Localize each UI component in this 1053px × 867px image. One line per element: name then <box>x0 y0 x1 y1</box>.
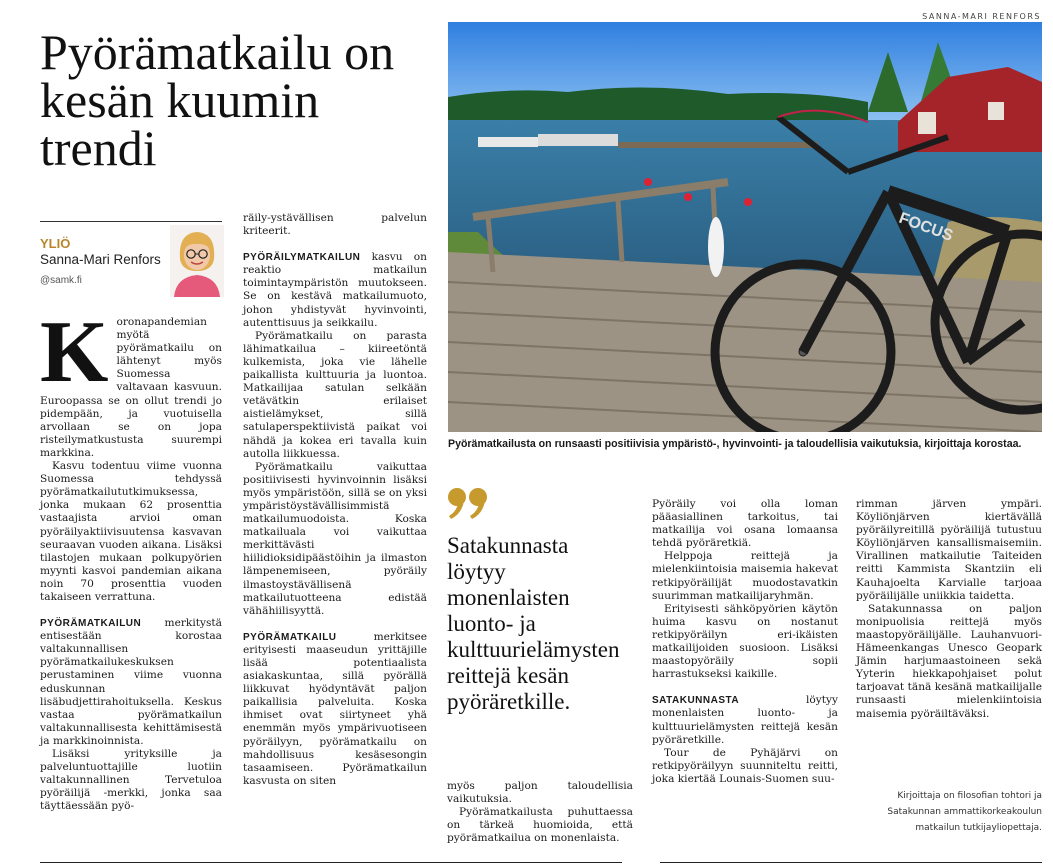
paragraph-lead: PYÖRÄMATKAILUN <box>40 618 142 630</box>
body-paragraph: myös paljon taloudellisia vaikutuksia. <box>447 780 633 806</box>
body-paragraph: Kasvu todentuu viime vuonna Suomessa tehdyssä pyörämatkailututkimuksessa, jonka mukaan 62 prosenttia vastaajista arvioi oman pyöräilyaktiivisuutensa kasvavan seuraavan vuoden aikana. Lisäksi tilastojen mukaan polkupyörien myynti kasvoi pandemian aikana noin 70 prosenttia vuoden takaiseen verrattuna. <box>40 460 222 603</box>
body-paragraph <box>652 694 838 746</box>
body-paragraph: Helppoja reittejä ja mielenkiintoisia maisemia hakevat retkipyöräilijät muodostavatkin suurimman matkailijaryhmän. <box>652 550 838 602</box>
byline-divider <box>40 221 222 222</box>
paragraph-text: löytyy monenlaisten luonto- ja kulttuurielämysten reittejä kesän pyöräretkille. <box>652 694 838 746</box>
article-column-2 <box>243 212 427 788</box>
body-paragraph: Tour de Pyhäjärvi on retkipyöräilyyn suunniteltu reitti, joka kiertää Lounais-Suomen suu- <box>652 746 838 785</box>
body-paragraph: Pyörämatkailusta puhuttaessa on tärkeä huomioida, että pyörämatkailua on monenlaista. <box>447 806 633 845</box>
body-paragraph <box>243 631 427 788</box>
section-tag: YLIÖ <box>40 236 71 251</box>
footer-divider <box>40 862 622 863</box>
bicycle-pier-photo <box>448 22 1042 432</box>
paragraph-text: merkitystä entisestään korostaa valtakunnallisen pyörämatkailukeskuksen perustaminen viime vuonna eduskunnan lisäbudjettirahoituksella. Keskus vastaa pyörämatkailun valtakunnallisesta kehittämisestä ja markkinoinnista. <box>40 617 222 747</box>
article-column-1 <box>40 304 222 813</box>
photo-credit: SANNA-MARI RENFORS <box>922 12 1041 21</box>
paragraph-text: kasvu on reaktio matkailun toimintaympäristön muutokseen. Se on kestävä matkailumuoto, johon yhdistyvät hyvinvointi, autenttisuus ja seikkailu. <box>243 251 427 329</box>
article-column-5 <box>856 498 1042 721</box>
body-paragraph: Erityisesti sähköpyörien käytön huima kasvu on nostanut retkipyöräilyn eri-ikäisten matkailijoiden suosioon. Lisäksi maastopyöräily sopii harrastukseksi kaikille. <box>652 602 838 681</box>
headline: Pyörämatkailu on kesän kuumin trendi <box>40 24 395 176</box>
footer-divider <box>660 862 1042 863</box>
body-paragraph: räily-ystävällisen palvelun kriteerit. <box>243 212 427 238</box>
paragraph-lead: SATAKUNNASTA <box>652 695 740 707</box>
paragraph-lead: PYÖRÄILYMATKAILUN <box>243 252 361 264</box>
body-paragraph: Lisäksi yrityksille ja palveluntuottajille luotiin valtakunnallinen Tervetuloa pyöräilijä -merkki, jonka saa täyttäessään pyö- <box>40 748 222 813</box>
body-paragraph: Pyörämatkailu on parasta lähimatkailua – kiireetöntä kulkemista, joka vie lähelle paikallista kulttuuria ja luontoa. Matkailijaa satulan selkään vetävätkin erilaiset aistielämykset, sillä satulaperspektiivistä paikat voi nähdä ja kokea eri tavalla kuin autolla liikkuessa. <box>243 329 427 460</box>
quote-icon <box>447 487 491 521</box>
body-paragraph: rimman järven ympäri. Köyliönjärven kiertävällä pyöräilyreitillä pyöräilijä tutustuu Köyliönjärven kansallismaisemiin. Virallinen matkailutie Taiteiden reitti Kammista Skantziin eli Kauhajoelta Karvialle tarjoaa pyöräilijälle uniikkia taidetta. <box>856 498 1042 602</box>
body-paragraph <box>243 251 427 330</box>
article-column-3 <box>447 780 633 845</box>
photo-caption: Pyörämatkailusta on runsaasti positiivisia ympäristö-, hyvinvointi- ja taloudellisia vaikutuksia, kirjoittaja korostaa. <box>448 438 1022 450</box>
author-portrait <box>170 225 224 297</box>
paragraph-text: merkitsee erityisesti maaseudun yrittäjille lisää potentiaalista asiakaskuntaa, sillä pyörällä liikkuvat hyödyntävät paljon paikallisia palveluita. Koska ihmiset ovat siirtyneet yhä enemmän myös ympärivuotiseen pyöräilyyn, pyörämatkailu on mahdollisuus kesäsesongin tasaamiseen. Pyörämatkailun kasvusta on siten <box>243 630 427 787</box>
pull-quote: Satakunnasta löytyy monenlaisten luonto- ja kulttuurielämysten reittejä kesän pyöräretkille. <box>447 533 620 714</box>
author-note: Kirjoittaja on filosofian tohtori ja Satakunnan ammattikorkeakoulun matkailun tutkijayliopettaja. <box>887 791 1042 833</box>
body-paragraph: Satakunnassa on paljon monipuolisia reittejä myös maastopyöräilijälle. Lauhanvuori-Hämeenkangas Unesco Geopark Jämin harjumaastoineen sekä Yyterin hiekkapohjaiset polut tarjoavat tänä kesänä matkailijalle runsaasti mielenkiintoisia maisemia pyöräiltäväksi. <box>856 602 1042 720</box>
body-paragraph: Pyöräily voi olla loman pääasiallinen tarkoitus, tai matkailija voi osana lomaansa tehdä pyöräretkiä. <box>652 498 838 550</box>
article-column-4 <box>652 498 838 786</box>
intro-paragraph: oronapandemian myötä pyörämatkailu on lähtenyt myös Suomessa valtavaan kasvuun. Euroopassa se on ollut trendi jo pidempään, ja vuotuisella arvollaan se on jopa risteilymatkustusta suurempi markkina. <box>40 316 222 459</box>
byline <box>40 236 180 286</box>
paragraph-lead: PYÖRÄMATKAILU <box>243 631 337 643</box>
body-paragraph <box>40 617 222 748</box>
author-name: Sanna-Mari Renfors <box>40 252 161 267</box>
drop-cap: K <box>40 304 109 401</box>
svg-text:FOCUS: FOCUS <box>896 209 956 245</box>
body-paragraph: Pyörämatkailu vaikuttaa positiivisesti hyvinvoinnin lisäksi myös ympäristöön, sillä se on yksi ympäristöystävällisimmistä matkailumuodoista. Koska matkailuala voi vaikuttaa merkittävästi hiilidioksidipäästöihin ja ilmaston lämpenemiseen, pyöräily ilmastoystävällisenä matkailutuotteena edistää vähähiilisyyttä. <box>243 460 427 617</box>
author-email: @samk.fi <box>40 275 82 286</box>
